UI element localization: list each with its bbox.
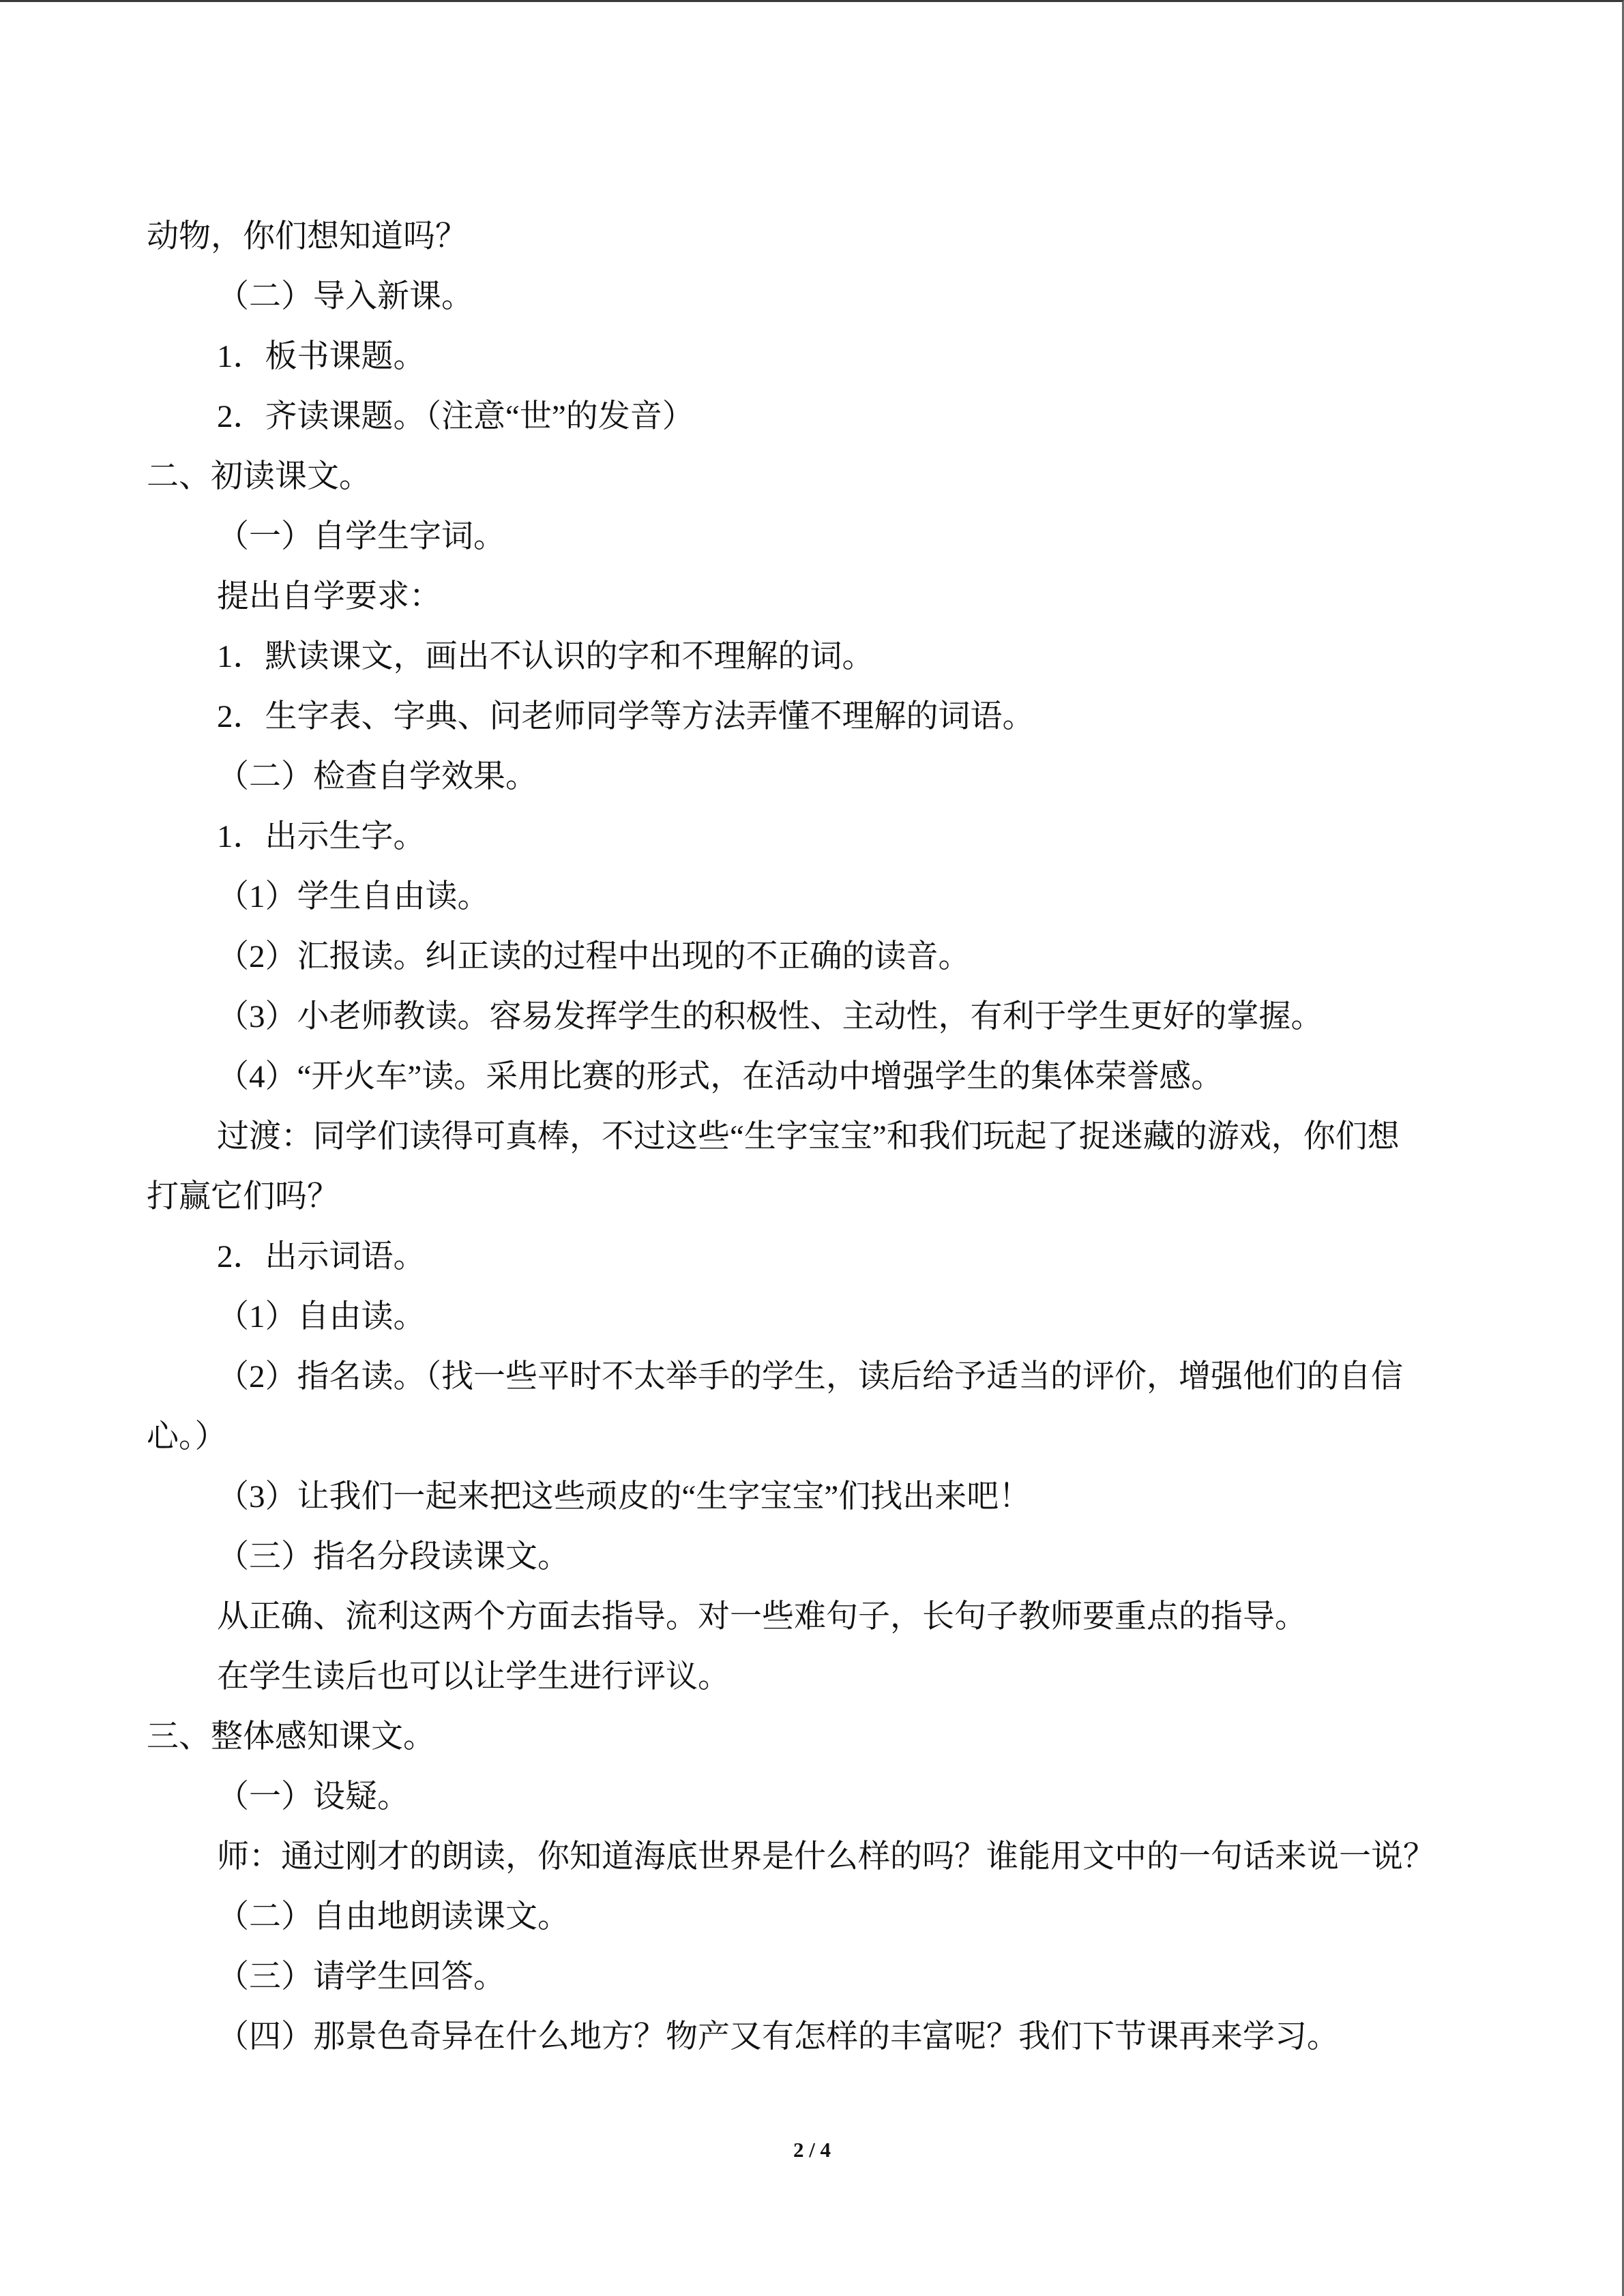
paragraph-line: 在学生读后也可以让学生进行评议。 bbox=[217, 1659, 730, 1695]
list-item: 2．出示词语。 bbox=[217, 1239, 426, 1274]
subsection-heading: （三）指名分段读课文。 bbox=[217, 1539, 570, 1575]
document-body bbox=[147, 207, 1511, 2067]
list-item: （1）自由读。 bbox=[217, 1299, 426, 1335]
section-heading: 三、整体感知课文。 bbox=[147, 1719, 435, 1755]
list-item: （2）指名读。（找一些平时不太举手的学生，读后给予适当的评价，增强他们的自信 bbox=[217, 1359, 1403, 1395]
subsection-heading: （四）那景色奇异在什么地方？物产又有怎样的丰富呢？我们下节课再来学习。 bbox=[217, 2019, 1339, 2055]
page-number: 2 / 4 bbox=[793, 2138, 831, 2162]
subsection-heading: （二）检查自学效果。 bbox=[217, 759, 537, 794]
section-heading: 二、初读课文。 bbox=[147, 459, 371, 494]
subsection-heading: （二）自由地朗读课文。 bbox=[217, 1899, 570, 1935]
paragraph-line: 打赢它们吗？ bbox=[147, 1179, 339, 1214]
list-item: （1）学生自由读。 bbox=[217, 879, 490, 914]
paragraph-line: 过渡：同学们读得可真棒，不过这些“生字宝宝”和我们玩起了捉迷藏的游戏，你们想 bbox=[217, 1119, 1400, 1154]
paragraph-line: 师：通过刚才的朗读，你知道海底世界是什么样的吗？谁能用文中的一句话来说一说？ bbox=[217, 1839, 1435, 1875]
paragraph-line: 心。） bbox=[147, 1419, 227, 1455]
list-item: 2．齐读课题。（注意“世”的发音） bbox=[217, 399, 694, 434]
subsection-heading: （一）自学生字词。 bbox=[217, 519, 505, 554]
subsection-heading: （一）设疑。 bbox=[217, 1779, 409, 1815]
subsection-heading: （三）请学生回答。 bbox=[217, 1959, 505, 1995]
list-item: 1．板书课题。 bbox=[217, 339, 426, 374]
list-item: （2）汇报读。纠正读的过程中出现的不正确的读音。 bbox=[217, 939, 971, 974]
list-item: 2．生字表、字典、问老师同学等方法弄懂不理解的词语。 bbox=[217, 699, 1035, 734]
paragraph-line: 动物，你们想知道吗？ bbox=[147, 219, 467, 254]
subsection-heading: （二）导入新课。 bbox=[217, 279, 473, 314]
list-item: 1．默读课文，画出不认识的字和不理解的词。 bbox=[217, 639, 874, 674]
list-item: （4）“开火车”读。采用比赛的形式，在活动中增强学生的集体荣誉感。 bbox=[217, 1059, 1224, 1094]
list-item: （3）让我们一起来把这些顽皮的“生字宝宝”们找出来吧！ bbox=[217, 1479, 1031, 1515]
list-item: （3）小老师教读。容易发挥学生的积极性、主动性，有利于学生更好的掌握。 bbox=[217, 999, 1323, 1034]
paragraph-line: 从正确、流利这两个方面去指导。对一些难句子，长句子教师要重点的指导。 bbox=[217, 1599, 1307, 1635]
paragraph-line: 提出自学要求： bbox=[217, 579, 441, 614]
list-item: 1．出示生字。 bbox=[217, 819, 426, 854]
